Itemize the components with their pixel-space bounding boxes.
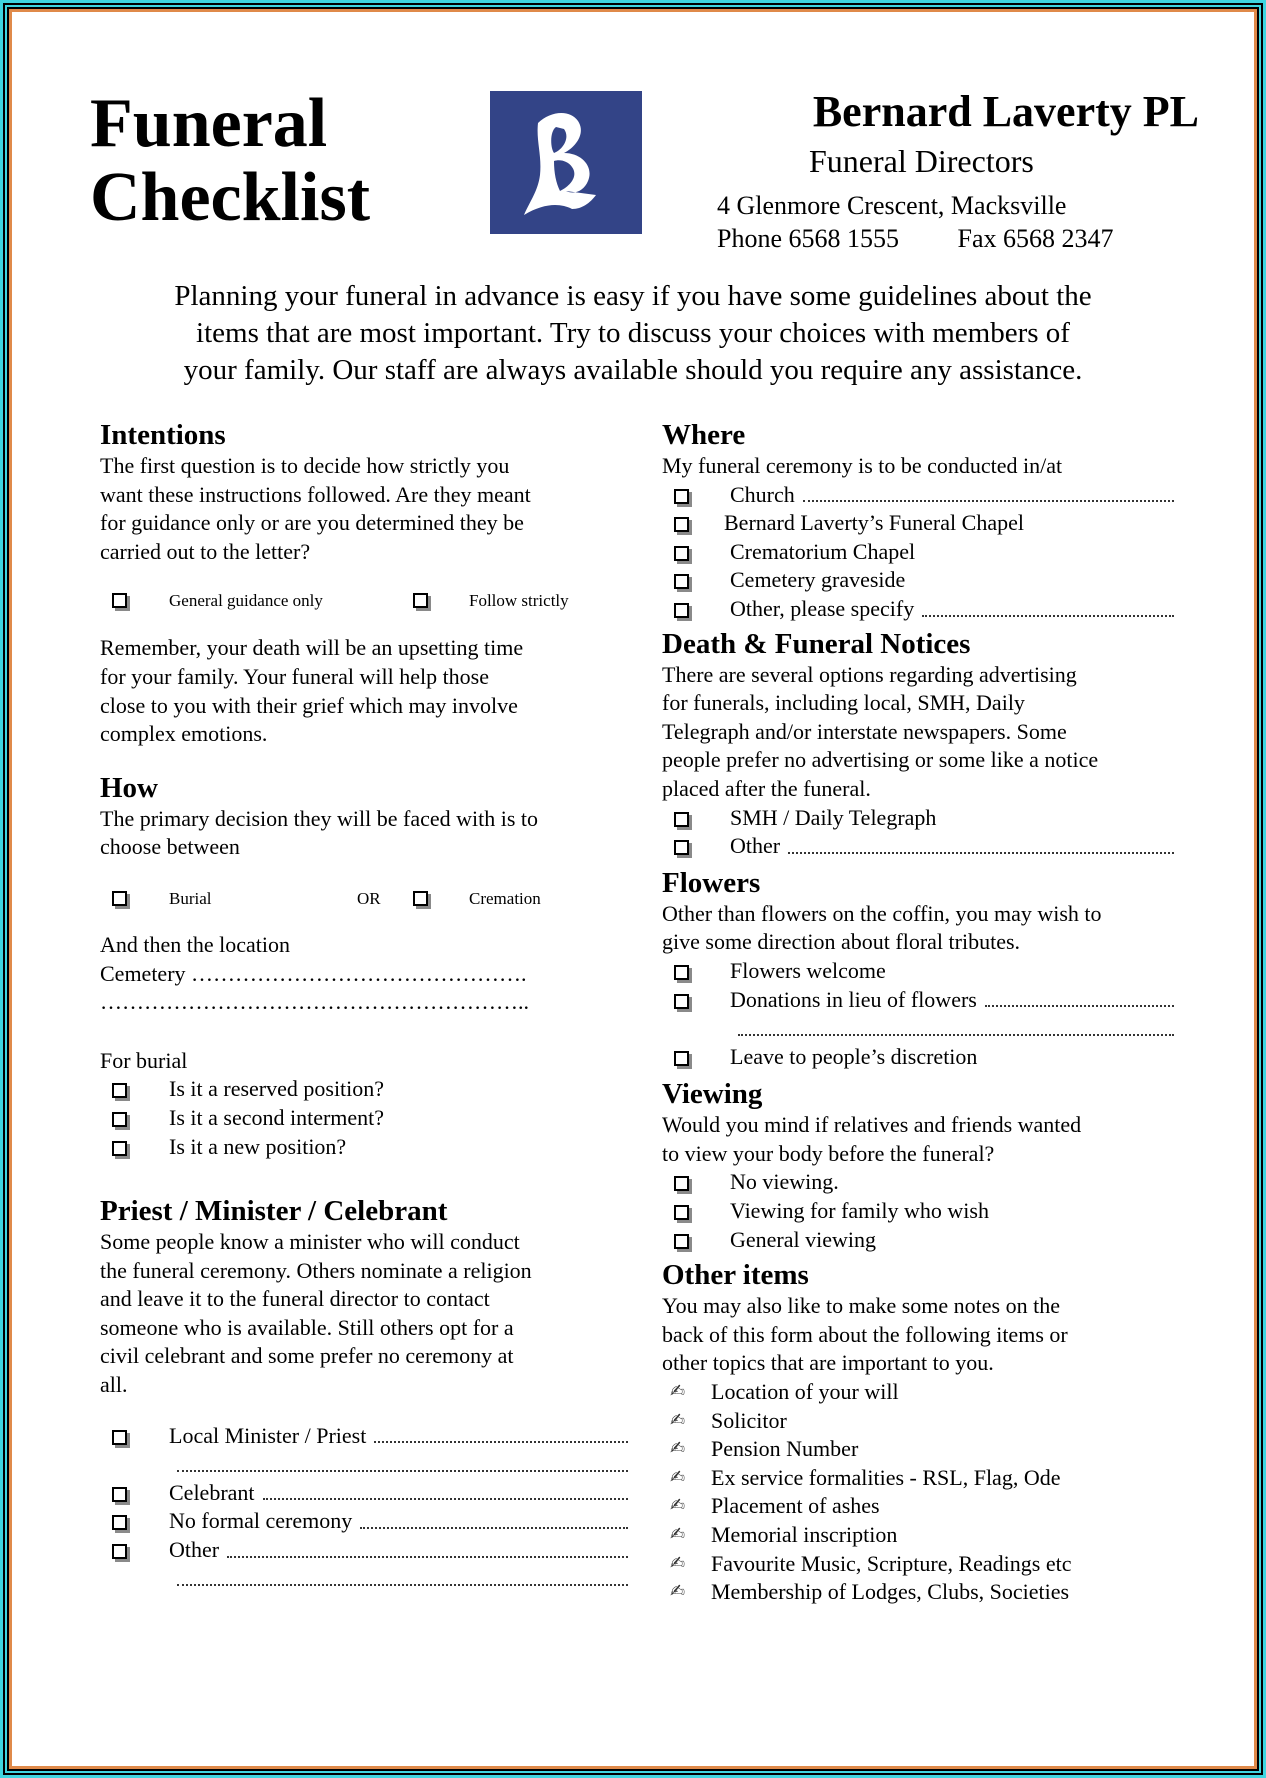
text-line: people prefer no advertising or some like a notice — [662, 747, 1099, 773]
pen-writing-icon: ✍ — [670, 1381, 686, 1403]
section-heading: Where — [662, 419, 746, 451]
note-item-label: Placement of ashes — [711, 1493, 880, 1519]
option-label: Follow strictly — [469, 591, 569, 611]
pen-writing-icon: ✍ — [670, 1581, 686, 1603]
text-line: You may also like to make some notes on the — [662, 1293, 1060, 1319]
fill-in-leader[interactable] — [803, 500, 1174, 502]
block-text — [100, 805, 620, 862]
text-line: placed after the funeral. — [662, 775, 871, 801]
block-text — [100, 452, 620, 566]
fill-in-leader[interactable] — [360, 1527, 628, 1529]
option-checkbox[interactable] — [112, 593, 127, 608]
company-address: 4 Glenmore Crescent, Macksville — [717, 191, 1067, 220]
checklist-item-label: Is it a second interment? — [169, 1104, 385, 1130]
pen-writing-icon: ✍ — [670, 1552, 686, 1574]
text-line: And then the location — [100, 931, 291, 957]
section-heading: Death & Funeral Notices — [662, 627, 971, 660]
block-text — [100, 1228, 620, 1400]
checklist-item-label: Crematorium Chapel — [730, 538, 916, 564]
intro-line: your family. Our staff are always available should you require any assistance. — [183, 354, 1083, 386]
text-line: For burial — [100, 1047, 188, 1073]
section-intentions — [100, 418, 620, 749]
text-line: all. — [100, 1372, 128, 1398]
note-item-label: Location of your will — [711, 1379, 899, 1405]
pen-writing-icon: ✍ — [670, 1409, 686, 1431]
intro-line: Planning your funeral in advance is easy if you have some guidelines about the — [174, 280, 1092, 312]
checklist-item — [100, 1450, 620, 1479]
title-line-1: Funeral — [90, 85, 328, 162]
note-item-label: Pension Number — [711, 1436, 859, 1462]
checklist-item-label: Church — [730, 481, 795, 507]
block-pair — [100, 587, 620, 615]
title-line-2: Checklist — [90, 159, 370, 236]
section-heading: Flowers — [662, 866, 761, 899]
text-line: other topics that are important to you. — [662, 1350, 994, 1376]
text-line: back of this form about the following items or — [662, 1321, 1068, 1347]
checklist-item-label: Celebrant — [169, 1479, 255, 1505]
block-text — [100, 931, 620, 1017]
text-line: to view your body before the funeral? — [662, 1140, 995, 1166]
section-other — [662, 1258, 1172, 1607]
text-line: ………………………………………………….. — [100, 989, 529, 1015]
checkbox[interactable] — [674, 1051, 689, 1066]
company-subtitle: Funeral Directors — [809, 143, 1034, 179]
left-column — [100, 418, 620, 1593]
checklist-item[interactable] — [662, 595, 1172, 624]
note-item-label: Solicitor — [711, 1407, 787, 1433]
checklist-item-label: Bernard Laverty’s Funeral Chapel — [724, 510, 1024, 536]
company-contact — [717, 224, 1114, 254]
checklist-item-label: Viewing for family who wish — [730, 1198, 989, 1224]
text-line: for your family. Your funeral will help those — [100, 663, 490, 689]
checklist-item[interactable] — [662, 538, 1172, 567]
block-text — [100, 1047, 620, 1076]
text-line: The first question is to decide how strictly you — [100, 453, 510, 478]
option-label: Burial — [169, 888, 212, 908]
checklist-item-label: Other — [169, 1537, 220, 1563]
checkbox[interactable] — [112, 1141, 127, 1156]
checklist-item[interactable] — [100, 1422, 620, 1451]
note-item — [662, 1578, 1172, 1607]
intro-paragraph — [12, 278, 1254, 389]
checklist-item-label: No formal ceremony — [169, 1508, 353, 1534]
option-row — [100, 885, 620, 913]
checklist-item[interactable] — [100, 1104, 620, 1133]
text-line: Telegraph and/or interstate newspapers. Some — [662, 718, 1067, 744]
checklist-item[interactable] — [662, 832, 1172, 861]
checkbox[interactable] — [674, 1234, 689, 1249]
checklist-item — [100, 1565, 620, 1594]
checklist-item-label: Local Minister / Priest — [169, 1422, 367, 1448]
fill-in-leader[interactable] — [985, 1005, 1174, 1007]
fax-number: Fax 6568 2347 — [957, 224, 1114, 253]
note-item-label: Memorial inscription — [711, 1522, 898, 1547]
text-line: choose between — [100, 834, 240, 860]
checklist-item[interactable] — [100, 1536, 620, 1565]
pen-writing-icon: ✍ — [670, 1438, 686, 1460]
checkbox[interactable] — [674, 489, 689, 504]
fill-in-leader[interactable] — [263, 1498, 628, 1500]
text-line: civil celebrant and some prefer no ceremony at — [100, 1343, 514, 1369]
checkbox[interactable] — [674, 1205, 689, 1220]
block-pen — [662, 1378, 1172, 1607]
section-heading: Other items — [662, 1259, 809, 1292]
checkbox[interactable] — [674, 965, 689, 980]
checklist-item-label: Is it a new position? — [169, 1133, 347, 1159]
checklist-item[interactable] — [662, 509, 1172, 538]
pen-writing-icon: ✍ — [670, 1524, 686, 1545]
fill-in-leader[interactable] — [788, 852, 1174, 854]
note-item — [662, 1407, 1172, 1436]
text-line: Would you mind if relatives and friends wanted — [662, 1112, 1082, 1138]
note-item-label: Favourite Music, Scripture, Readings etc — [711, 1550, 1072, 1576]
checkbox[interactable] — [112, 1083, 127, 1098]
block-text — [662, 1292, 1172, 1378]
text-line: The primary decision they will be faced with is to — [100, 805, 539, 831]
fill-in-leader[interactable] — [177, 1470, 628, 1472]
option-checkbox[interactable] — [413, 891, 428, 906]
note-item-label: Membership of Lodges, Clubs, Societies — [711, 1579, 1070, 1605]
block-check — [662, 1168, 1172, 1254]
block-check — [100, 1422, 620, 1594]
text-line: for funerals, including local, SMH, Daily — [662, 690, 1025, 716]
text-line: for guidance only or are you determined they be — [100, 510, 524, 536]
phone-number: Phone 6568 1555 — [717, 224, 899, 253]
checklist-item[interactable] — [662, 804, 1172, 833]
checkbox[interactable] — [112, 1487, 127, 1502]
text-line: Some people know a minister who will conduct — [100, 1229, 520, 1255]
text-line: My funeral ceremony is to be conducted in/at — [662, 453, 1063, 478]
block-check — [662, 481, 1172, 624]
note-item-label: Ex service formalities - RSL, Flag, Ode — [711, 1464, 1061, 1490]
option-checkbox[interactable] — [112, 891, 127, 906]
checklist-item-label: No viewing. — [730, 1169, 839, 1195]
checklist-item-label: Other, please specify — [730, 595, 915, 621]
note-item — [662, 1435, 1172, 1464]
checkbox[interactable] — [674, 994, 689, 1009]
text-line: carried out to the letter? — [100, 538, 311, 564]
checklist-item-label: Donations in lieu of flowers — [730, 986, 977, 1012]
fill-in-leader[interactable] — [177, 1584, 628, 1586]
section-viewing — [662, 1077, 1172, 1254]
text-line: complex emotions. — [100, 721, 268, 747]
checklist-item[interactable] — [662, 1197, 1172, 1226]
note-item — [662, 1492, 1172, 1521]
fill-in-leader[interactable] — [227, 1556, 628, 1558]
checklist-item-label: Is it a reserved position? — [169, 1076, 385, 1102]
checkbox[interactable] — [112, 1430, 127, 1445]
fill-in-leader[interactable] — [738, 1034, 1174, 1036]
pen-writing-icon: ✍ — [670, 1466, 686, 1488]
note-item — [662, 1378, 1172, 1407]
checklist-item-label: SMH / Daily Telegraph — [730, 804, 937, 830]
text-line: the funeral ceremony. Others nominate a religion — [100, 1257, 532, 1283]
checkbox[interactable] — [112, 1112, 127, 1127]
checklist-item[interactable] — [100, 1075, 620, 1104]
checkbox[interactable] — [674, 517, 689, 532]
block-pair — [100, 885, 620, 913]
text-line: Remember, your death will be an upsetting time — [100, 635, 524, 661]
section-notices — [662, 627, 1172, 861]
section-heading: Priest / Minister / Celebrant — [100, 1195, 448, 1228]
section-heading: How — [100, 771, 158, 804]
option-row — [100, 587, 620, 615]
checklist-item[interactable] — [662, 986, 1172, 1015]
checkbox[interactable] — [112, 1544, 127, 1559]
section-priest — [100, 1194, 620, 1593]
section-where — [662, 418, 1172, 624]
checklist-item-label: Flowers welcome — [730, 957, 886, 983]
section-heading: Intentions — [100, 419, 226, 451]
note-item — [662, 1550, 1172, 1579]
checklist-item[interactable] — [662, 566, 1172, 595]
checkbox[interactable] — [674, 840, 689, 855]
pen-writing-icon: ✍ — [670, 1495, 686, 1517]
checklist-item-label: General viewing — [730, 1226, 876, 1252]
text-line: close to you with their grief which may involve — [100, 692, 518, 718]
text-line: give some direction about floral tributes. — [662, 929, 1021, 955]
checkbox[interactable] — [674, 603, 689, 618]
company-logo — [490, 91, 642, 234]
block-text — [662, 900, 1172, 957]
block-text — [100, 634, 620, 748]
checkbox[interactable] — [674, 574, 689, 589]
block-check — [100, 1075, 620, 1161]
checklist-item[interactable] — [100, 1479, 620, 1508]
text-line: someone who is available. Still others opt for a — [100, 1314, 514, 1340]
checklist-item[interactable] — [662, 481, 1172, 510]
checklist-item[interactable] — [662, 1043, 1172, 1072]
option-label: General guidance only — [169, 591, 323, 611]
section-flowers — [662, 866, 1172, 1072]
checklist-item[interactable] — [662, 957, 1172, 986]
checkbox[interactable] — [674, 546, 689, 561]
section-heading: Viewing — [662, 1078, 763, 1111]
right-column — [662, 418, 1172, 1607]
block-check — [662, 957, 1172, 1071]
text-line: want these instructions followed. Are they meant — [100, 481, 531, 507]
intro-line: items that are most important. Try to discuss your choices with members of — [196, 317, 1070, 349]
checklist-item-label: Other — [730, 833, 781, 859]
block-text — [662, 1111, 1172, 1168]
option-checkbox[interactable] — [413, 593, 428, 608]
company-name: Bernard Laverty PL — [812, 87, 1199, 136]
note-item — [662, 1521, 1172, 1550]
fill-in-leader[interactable] — [922, 615, 1174, 617]
checklist-page — [12, 12, 1254, 1766]
checklist-item-label: Cemetery graveside — [730, 567, 906, 593]
text-line: Other than flowers on the coffin, you may wish to — [662, 900, 1102, 926]
text-line: Cemetery ………………………………………. — [100, 960, 527, 986]
checkbox[interactable] — [674, 1176, 689, 1191]
or-separator: OR — [357, 888, 381, 908]
block-text — [662, 661, 1172, 804]
checkbox[interactable] — [674, 812, 689, 827]
block-text — [662, 452, 1172, 481]
logo-b-icon — [490, 91, 642, 234]
option-label: Cremation — [469, 888, 541, 908]
checklist-item-label: Leave to people’s discretion — [730, 1043, 978, 1069]
checkbox[interactable] — [112, 1515, 127, 1530]
fill-in-leader[interactable] — [374, 1441, 628, 1443]
text-line: There are several options regarding advertising — [662, 661, 1077, 687]
block-check — [662, 804, 1172, 861]
checklist-item[interactable] — [662, 1226, 1172, 1255]
text-line: and leave it to the funeral director to contact — [100, 1286, 490, 1312]
note-item — [662, 1464, 1172, 1493]
checklist-item[interactable] — [100, 1133, 620, 1162]
checklist-item[interactable] — [100, 1507, 620, 1536]
section-how — [100, 771, 620, 1161]
checklist-item[interactable] — [662, 1168, 1172, 1197]
checklist-item — [662, 1014, 1172, 1043]
